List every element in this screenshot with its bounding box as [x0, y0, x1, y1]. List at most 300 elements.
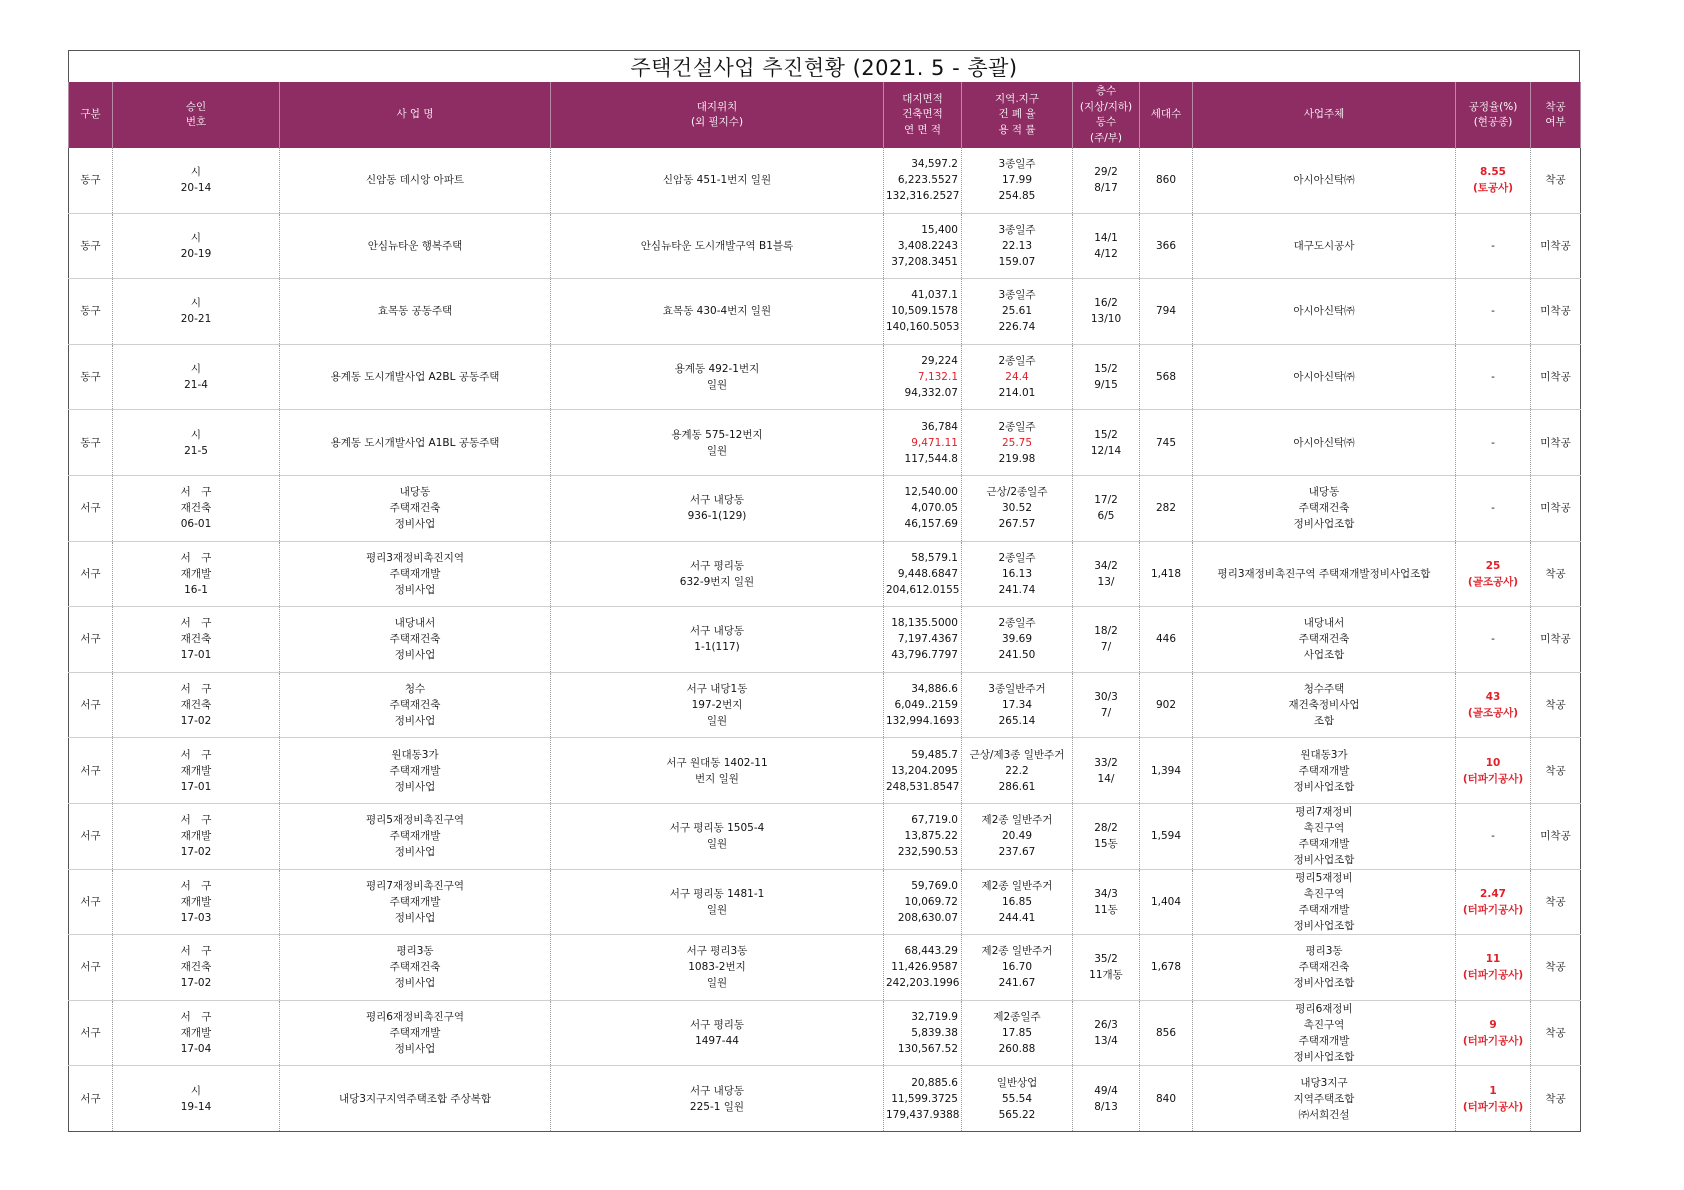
- cell-developer: [1193, 410, 1456, 476]
- cell-line: 효목동 공동주택: [377, 305, 453, 318]
- cell-line: 22.13: [1001, 239, 1033, 252]
- cell-units: [1140, 803, 1193, 869]
- cell-line: 사업조합: [1303, 649, 1345, 662]
- cell-line: 8/17: [1094, 182, 1118, 195]
- cell-line: 주택재개발: [389, 895, 441, 908]
- cell-area: [884, 935, 962, 1001]
- cell-started-status: [1531, 935, 1581, 1001]
- cell-project-name: [280, 541, 551, 607]
- cell-started-status: [1531, 213, 1581, 279]
- cell-line: 17-02: [180, 846, 212, 859]
- cell-line: 17-01: [180, 780, 212, 793]
- cell-project-name: [280, 738, 551, 804]
- cell-line: 1,418: [1150, 567, 1182, 580]
- cell-line: 정비사업: [394, 1043, 436, 1056]
- cell-zone-ratio: [962, 738, 1073, 804]
- cell-line: 정비사업: [394, 715, 436, 728]
- cell-line: 1,594: [1150, 830, 1182, 843]
- cell-floors: [1073, 148, 1140, 213]
- cell-line: 착공: [1545, 961, 1566, 974]
- cell-district: [69, 344, 113, 410]
- cell-line: 정비사업조합: [1293, 518, 1355, 531]
- cell-line: 17.99: [1001, 174, 1033, 187]
- cell-line: 1,678: [1150, 961, 1182, 974]
- cell-line: 11동: [1094, 903, 1118, 916]
- cell-line: 미착공: [1540, 371, 1571, 384]
- cell-zone-ratio: [962, 1066, 1073, 1132]
- cell-developer: [1193, 541, 1456, 607]
- cell-line: 착공: [1545, 764, 1566, 777]
- cell-site-location: [551, 279, 884, 345]
- cell-line: 서구: [80, 1092, 101, 1105]
- cell-line: -: [1491, 305, 1495, 318]
- cell-line: 평리5재정비: [1295, 871, 1353, 884]
- cell-line: 59,485.7: [911, 748, 958, 761]
- cell-line: 일원: [706, 379, 728, 392]
- cell-line: 6,223.5527: [897, 174, 958, 187]
- cell-approval-number: [113, 869, 280, 935]
- table-row: [69, 410, 1581, 476]
- housing-projects-table: [68, 82, 1581, 1132]
- cell-line: 주택재건축: [389, 961, 441, 974]
- cell-line: 재개발: [180, 895, 212, 908]
- header-line: 동수: [1095, 116, 1117, 128]
- cell-line: 16/2: [1094, 297, 1118, 310]
- cell-line: 아시아신탁㈜: [1293, 174, 1355, 187]
- cell-line: 197-2번지: [691, 699, 743, 712]
- cell-line: 내당내서: [1303, 617, 1345, 630]
- cell-approval-number: [113, 213, 280, 279]
- header-line: 구분: [80, 108, 101, 121]
- cell-started-status: [1531, 738, 1581, 804]
- cell-project-name: [280, 869, 551, 935]
- cell-line: 9,471.11: [911, 436, 958, 449]
- cell-line: 서 구: [180, 945, 212, 958]
- header-started: [1531, 82, 1581, 148]
- cell-line: 용계동 575-12번지: [671, 428, 763, 441]
- cell-line: 237.67: [998, 846, 1036, 859]
- cell-line: 06-01: [180, 518, 212, 531]
- cell-line: 58,579.1: [911, 551, 958, 564]
- cell-progress-rate: [1456, 475, 1531, 541]
- cell-district: [69, 279, 113, 345]
- cell-line: 평리5재정비촉진구역: [366, 814, 464, 827]
- cell-approval-number: [113, 541, 280, 607]
- cell-approval-number: [113, 279, 280, 345]
- cell-floors: [1073, 869, 1140, 935]
- cell-developer: [1193, 803, 1456, 869]
- cell-started-status: [1531, 607, 1581, 673]
- cell-started-status: [1531, 803, 1581, 869]
- cell-line: 정비사업조합: [1293, 919, 1355, 932]
- cell-line: 33/2: [1094, 756, 1118, 769]
- cell-line: 3종일주: [998, 289, 1036, 302]
- cell-line: 26/3: [1094, 1019, 1118, 1032]
- cell-line: 촉진구역: [1303, 887, 1345, 900]
- cell-line: 서구 평리동: [689, 559, 745, 572]
- cell-line: 19-14: [180, 1100, 212, 1113]
- cell-line: (터파기공사): [1462, 772, 1524, 785]
- cell-line: 936-1(129): [687, 510, 747, 523]
- cell-line: 140,160.5053: [886, 321, 960, 334]
- cell-approval-number: [113, 475, 280, 541]
- cell-line: 시: [190, 363, 202, 376]
- cell-line: 주택재건축: [1298, 961, 1350, 974]
- cell-line: 219.98: [998, 452, 1036, 465]
- cell-line: 860: [1155, 174, 1177, 187]
- cell-units: [1140, 279, 1193, 345]
- cell-line: 제2종 일반주거: [981, 814, 1053, 827]
- cell-line: 서구 평리동: [689, 1019, 745, 1032]
- cell-district: [69, 148, 113, 213]
- cell-line: 정비사업조합: [1293, 977, 1355, 990]
- cell-line: 정비사업: [394, 518, 436, 531]
- cell-line: 130,567.52: [897, 1043, 958, 1056]
- cell-line: 4,070.05: [911, 502, 958, 515]
- table-row: [69, 672, 1581, 738]
- cell-line: 조합: [1313, 715, 1335, 728]
- cell-progress-rate: [1456, 148, 1531, 213]
- cell-line: 3종일주: [998, 158, 1036, 171]
- cell-line: 25.75: [1001, 436, 1033, 449]
- cell-floors: [1073, 213, 1140, 279]
- cell-site-location: [551, 935, 884, 1001]
- cell-approval-number: [113, 344, 280, 410]
- cell-line: -: [1491, 830, 1495, 843]
- cell-started-status: [1531, 475, 1581, 541]
- table-row: [69, 279, 1581, 345]
- cell-line: 서구: [80, 1027, 101, 1040]
- cell-site-location: [551, 148, 884, 213]
- table-header: [69, 82, 1581, 148]
- cell-line: 20,885.6: [911, 1076, 958, 1089]
- cell-district: [69, 672, 113, 738]
- cell-approval-number: [113, 148, 280, 213]
- cell-line: 미착공: [1540, 239, 1571, 252]
- cell-line: 13/4: [1094, 1035, 1118, 1048]
- cell-progress-rate: [1456, 410, 1531, 476]
- cell-project-name: [280, 672, 551, 738]
- table-row: [69, 607, 1581, 673]
- cell-line: 서구 내당1동: [686, 683, 748, 696]
- header-line: 대지면적: [902, 92, 943, 105]
- cell-line: 7/: [1100, 707, 1112, 720]
- cell-line: -: [1491, 633, 1495, 646]
- cell-line: 49/4: [1094, 1084, 1118, 1097]
- cell-site-location: [551, 869, 884, 935]
- cell-units: [1140, 1066, 1193, 1132]
- cell-developer: [1193, 475, 1456, 541]
- cell-line: 원대동3가: [391, 748, 439, 761]
- header-floors: [1073, 82, 1140, 148]
- cell-line: 근상/2종일주: [986, 486, 1048, 499]
- cell-line: 840: [1155, 1092, 1177, 1105]
- cell-line: 1: [1489, 1084, 1497, 1097]
- cell-line: 일원: [706, 715, 728, 728]
- cell-line: 13,204.2095: [891, 764, 958, 777]
- cell-approval-number: [113, 738, 280, 804]
- cell-line: 6/5: [1097, 510, 1115, 523]
- cell-line: 226.74: [998, 321, 1036, 334]
- cell-line: 16.85: [1001, 895, 1033, 908]
- cell-site-location: [551, 344, 884, 410]
- cell-line: 265.14: [998, 715, 1036, 728]
- cell-units: [1140, 475, 1193, 541]
- cell-project-name: [280, 1066, 551, 1132]
- table-row: [69, 869, 1581, 935]
- cell-line: 241.50: [998, 649, 1036, 662]
- cell-floors: [1073, 607, 1140, 673]
- cell-progress-rate: [1456, 869, 1531, 935]
- cell-line: -: [1491, 239, 1495, 252]
- header-area: [884, 82, 962, 148]
- header-rate: [1456, 82, 1531, 148]
- cell-developer: [1193, 607, 1456, 673]
- cell-line: 12/14: [1090, 444, 1122, 457]
- cell-line: 동구: [80, 371, 101, 384]
- cell-line: 재건축: [180, 699, 212, 712]
- cell-line: 평리7재정비: [1295, 806, 1353, 819]
- cell-line: 미착공: [1540, 633, 1571, 646]
- cell-district: [69, 1000, 113, 1066]
- cell-line: 20-21: [180, 313, 212, 326]
- cell-line: 서구: [80, 895, 101, 908]
- cell-line: 주택재건축: [389, 633, 441, 646]
- cell-line: 8/13: [1094, 1100, 1118, 1113]
- cell-line: (골조공사): [1467, 575, 1519, 588]
- cell-line: 재건축: [180, 633, 212, 646]
- cell-site-location: [551, 607, 884, 673]
- cell-line: 132,994.1693: [886, 715, 960, 728]
- cell-project-name: [280, 213, 551, 279]
- cell-area: [884, 738, 962, 804]
- cell-area: [884, 607, 962, 673]
- cell-line: 241.74: [998, 583, 1036, 596]
- cell-line: 서 구: [180, 814, 212, 827]
- cell-line: 용계동 도시개발사업 A1BL 공동주택: [330, 436, 500, 449]
- cell-zone-ratio: [962, 410, 1073, 476]
- cell-floors: [1073, 803, 1140, 869]
- cell-line: 260.88: [998, 1043, 1036, 1056]
- cell-line: 효목동 430-4번지 일원: [662, 305, 772, 318]
- cell-line: 17-02: [180, 715, 212, 728]
- cell-line: (터파기공사): [1462, 1100, 1524, 1113]
- cell-line: 내당동: [1308, 486, 1340, 499]
- cell-line: 정비사업: [394, 977, 436, 990]
- header-zone: [962, 82, 1073, 148]
- cell-floors: [1073, 279, 1140, 345]
- cell-line: 동구: [80, 174, 101, 187]
- cell-line: 632-9번지 일원: [679, 575, 755, 588]
- cell-line: 17/2: [1094, 494, 1118, 507]
- cell-line: 1,394: [1150, 764, 1182, 777]
- cell-line: 14/: [1097, 772, 1115, 785]
- header-line: 사업주체: [1303, 108, 1345, 121]
- cell-line: 1,404: [1150, 895, 1182, 908]
- cell-line: 서 구: [180, 617, 212, 630]
- cell-line: 정비사업: [394, 649, 436, 662]
- cell-started-status: [1531, 1000, 1581, 1066]
- cell-line: 착공: [1545, 895, 1566, 908]
- cell-line: 13/10: [1090, 313, 1122, 326]
- cell-line: 정비사업: [394, 583, 436, 596]
- cell-line: 244.41: [998, 911, 1036, 924]
- cell-line: 208,630.07: [897, 911, 958, 924]
- header-line: 착공: [1545, 100, 1566, 113]
- cell-line: 17-02: [180, 977, 212, 990]
- cell-units: [1140, 541, 1193, 607]
- cell-line: (골조공사): [1467, 707, 1519, 720]
- cell-area: [884, 803, 962, 869]
- cell-district: [69, 738, 113, 804]
- cell-line: -: [1491, 436, 1495, 449]
- cell-area: [884, 410, 962, 476]
- cell-line: 13,875.22: [904, 830, 958, 843]
- cell-line: 평리3재정비촉진지역: [366, 551, 464, 564]
- cell-units: [1140, 213, 1193, 279]
- cell-line: 평리3동: [396, 945, 434, 958]
- cell-line: 일원: [706, 903, 728, 916]
- table-row: [69, 344, 1581, 410]
- cell-line: 정비사업조합: [1293, 780, 1355, 793]
- cell-line: 902: [1155, 699, 1177, 712]
- cell-line: 21-4: [184, 379, 208, 392]
- cell-units: [1140, 869, 1193, 935]
- cell-site-location: [551, 541, 884, 607]
- cell-zone-ratio: [962, 672, 1073, 738]
- cell-line: 근상/제3종 일반주거: [969, 748, 1065, 761]
- cell-line: 미착공: [1540, 436, 1571, 449]
- cell-line: 36,784: [921, 420, 958, 433]
- cell-started-status: [1531, 410, 1581, 476]
- cell-line: 청수주택: [1303, 683, 1345, 696]
- cell-line: 16-1: [184, 583, 208, 596]
- cell-line: 254.85: [998, 190, 1036, 203]
- cell-district: [69, 935, 113, 1001]
- cell-line: 신암동 데시앙 아파트: [366, 174, 464, 187]
- cell-line: 주택재개발: [1298, 1035, 1350, 1048]
- cell-line: 8.55: [1480, 166, 1506, 179]
- cell-line: 20.49: [1001, 830, 1033, 843]
- cell-project-name: [280, 607, 551, 673]
- cell-zone-ratio: [962, 1000, 1073, 1066]
- cell-line: 17-03: [180, 911, 212, 924]
- cell-line: 2종일주: [998, 617, 1036, 630]
- cell-line: 7,197.4367: [897, 633, 958, 646]
- cell-line: 12,540.00: [904, 486, 958, 499]
- table-row: [69, 738, 1581, 804]
- cell-area: [884, 213, 962, 279]
- cell-line: 41,037.1: [911, 289, 958, 302]
- cell-line: 미착공: [1540, 305, 1571, 318]
- cell-line: 시: [190, 166, 202, 179]
- cell-district: [69, 410, 113, 476]
- cell-line: 568: [1155, 371, 1177, 384]
- cell-line: 대구도시공사: [1293, 239, 1355, 252]
- cell-line: 68,443.29: [904, 945, 958, 958]
- cell-line: 4/12: [1094, 247, 1118, 260]
- table-row: [69, 1000, 1581, 1066]
- cell-line: 주택재건축: [389, 699, 441, 712]
- cell-line: 일원: [706, 838, 728, 851]
- cell-line: 서 구: [180, 551, 212, 564]
- cell-site-location: [551, 738, 884, 804]
- cell-approval-number: [113, 1000, 280, 1066]
- cell-line: 서구 평리동 1505-4: [669, 822, 765, 835]
- document-title: 주택건설사업 추진현황 (2021. 5 - 총괄): [68, 50, 1580, 82]
- cell-line: 16.13: [1001, 567, 1033, 580]
- cell-line: 204,612.0155: [886, 583, 960, 596]
- cell-project-name: [280, 1000, 551, 1066]
- cell-line: 주택재개발: [1298, 903, 1350, 916]
- header-line: 세대수: [1150, 108, 1182, 121]
- cell-line: 정비사업조합: [1293, 854, 1355, 867]
- cell-developer: [1193, 935, 1456, 1001]
- cell-line: 248,531.8547: [886, 780, 960, 793]
- cell-line: 평리7재정비촉진구역: [366, 879, 464, 892]
- cell-zone-ratio: [962, 803, 1073, 869]
- cell-line: 재건축: [180, 502, 212, 515]
- table-row: [69, 803, 1581, 869]
- cell-line: 9,448.6847: [897, 567, 958, 580]
- cell-line: 20-14: [180, 182, 212, 195]
- cell-line: 32,719.9: [911, 1011, 958, 1024]
- cell-line: 17-04: [180, 1043, 212, 1056]
- cell-started-status: [1531, 869, 1581, 935]
- cell-line: 1-1(117): [694, 641, 740, 654]
- cell-project-name: [280, 410, 551, 476]
- cell-floors: [1073, 1066, 1140, 1132]
- cell-line: 3,408.2243: [897, 239, 958, 252]
- cell-zone-ratio: [962, 344, 1073, 410]
- cell-approval-number: [113, 1066, 280, 1132]
- cell-line: 25.61: [1001, 305, 1033, 318]
- cell-line: 15/2: [1094, 428, 1118, 441]
- cell-approval-number: [113, 607, 280, 673]
- cell-district: [69, 213, 113, 279]
- cell-line: 신암동 451-1번지 일원: [662, 174, 772, 187]
- cell-area: [884, 344, 962, 410]
- cell-site-location: [551, 672, 884, 738]
- cell-site-location: [551, 1000, 884, 1066]
- cell-line: 46,157.69: [904, 518, 958, 531]
- cell-project-name: [280, 279, 551, 345]
- cell-line: 제2종일주: [993, 1011, 1041, 1024]
- cell-line: 착공: [1545, 567, 1566, 580]
- cell-line: 13/: [1097, 575, 1115, 588]
- cell-line: 67,719.0: [911, 814, 958, 827]
- cell-project-name: [280, 475, 551, 541]
- cell-line: 시: [190, 1084, 202, 1097]
- cell-line: 평리3동: [1305, 945, 1343, 958]
- cell-project-name: [280, 344, 551, 410]
- cell-line: 서구: [80, 830, 101, 843]
- cell-line: 286.61: [998, 780, 1036, 793]
- cell-line: 1497-44: [695, 1035, 739, 1048]
- cell-line: 3종일반주거: [988, 683, 1046, 696]
- cell-line: (터파기공사): [1462, 969, 1524, 982]
- cell-area: [884, 672, 962, 738]
- header-line: 번호: [185, 116, 207, 128]
- cell-line: 서구: [80, 502, 101, 515]
- cell-line: 24.4: [1005, 371, 1029, 384]
- cell-line: 주택재개발: [1298, 838, 1350, 851]
- cell-line: 아시아신탁㈜: [1293, 371, 1355, 384]
- cell-line: 14/1: [1094, 231, 1118, 244]
- cell-progress-rate: [1456, 607, 1531, 673]
- cell-line: 착공: [1545, 1027, 1566, 1040]
- cell-line: 2종일주: [998, 420, 1036, 433]
